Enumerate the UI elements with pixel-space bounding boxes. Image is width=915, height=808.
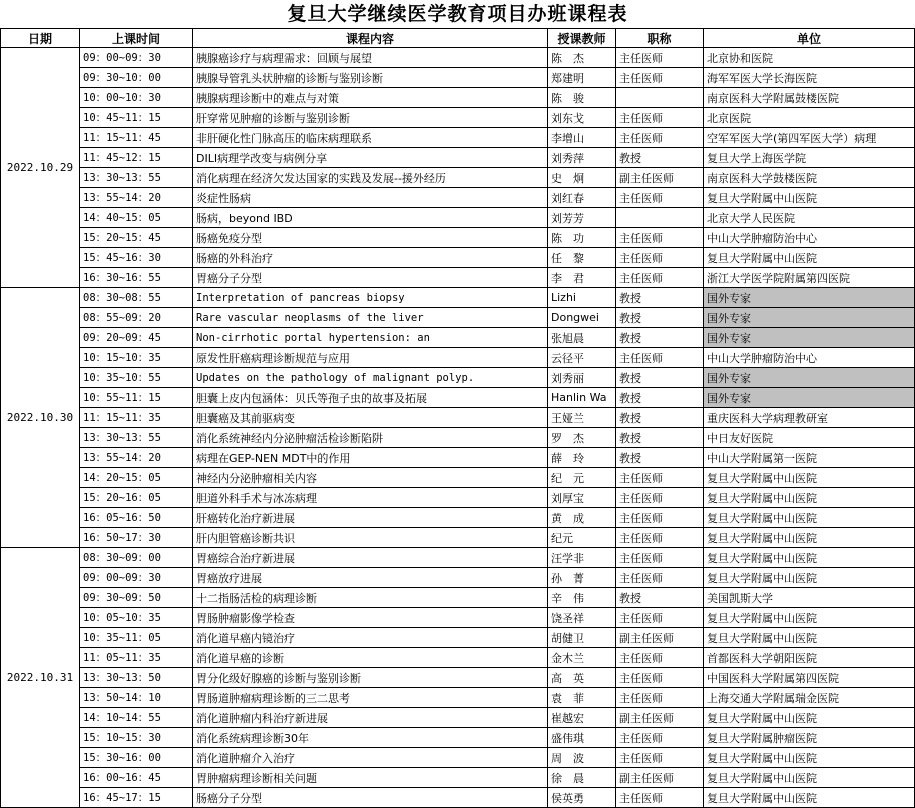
time-cell: 10：45~11：15	[80, 108, 193, 128]
header-time: 上课时间	[80, 29, 193, 48]
rank-cell: 主任医师	[616, 488, 704, 508]
time-cell: 15：20~16：05	[80, 488, 193, 508]
course-cell: 神经内分泌肿瘤相关内容	[193, 468, 548, 488]
unit-cell: 海军军医大学长海医院	[704, 68, 915, 88]
rank-cell: 副主任医师	[616, 708, 704, 728]
rank-cell: 教授	[616, 308, 704, 328]
course-cell: 肠癌的外科治疗	[193, 248, 548, 268]
table-row	[1, 768, 915, 788]
rank-cell: 主任医师	[616, 528, 704, 548]
teacher-cell: 郑建明	[548, 68, 616, 88]
time-cell: 11：15~11：45	[80, 128, 193, 148]
date-cell: 2022.10.31	[1, 548, 80, 808]
rank-cell: 教授	[616, 448, 704, 468]
rank-cell: 主任医师	[616, 228, 704, 248]
rank-cell: 主任医师	[616, 508, 704, 528]
time-cell: 11：45~12：15	[80, 148, 193, 168]
table-row	[1, 788, 915, 808]
time-cell: 15：45~16：30	[80, 248, 193, 268]
rank-cell: 教授	[616, 328, 704, 348]
unit-cell: 中国医科大学附属第四医院	[704, 668, 915, 688]
teacher-cell: 纪 元	[548, 468, 616, 488]
course-cell: 肝内胆管癌诊断共识	[193, 528, 548, 548]
schedule-body	[1, 48, 915, 808]
course-cell: 胃癌分子分型	[193, 268, 548, 288]
table-row	[1, 528, 915, 548]
unit-cell: 国外专家	[704, 368, 915, 388]
rank-cell	[616, 88, 704, 108]
rank-cell: 教授	[616, 288, 704, 308]
rank-cell: 主任医师	[616, 548, 704, 568]
unit-cell: 南京医科大学鼓楼医院	[704, 168, 915, 188]
teacher-cell: 史 炯	[548, 168, 616, 188]
header-teacher: 授课教师	[548, 29, 616, 48]
time-cell: 15：20~15：45	[80, 228, 193, 248]
time-cell: 13：30~13：55	[80, 168, 193, 188]
time-cell: 15：30~16：00	[80, 748, 193, 768]
course-cell: Non-cirrhotic portal hypertension: an	[193, 328, 548, 348]
rank-cell: 教授	[616, 388, 704, 408]
table-row	[1, 108, 915, 128]
teacher-cell: Dongwei	[548, 308, 616, 328]
course-cell: 胆囊癌及其前驱病变	[193, 408, 548, 428]
unit-cell: 复旦大学附属中山医院	[704, 468, 915, 488]
teacher-cell: 刘秀萍	[548, 148, 616, 168]
course-cell: Updates on the pathology of malignant polyp.	[193, 368, 548, 388]
course-cell: 肝穿常见肿瘤的诊断与鉴别诊断	[193, 108, 548, 128]
teacher-cell: 张旭晨	[548, 328, 616, 348]
rank-cell: 主任医师	[616, 648, 704, 668]
time-cell: 15：10~15：30	[80, 728, 193, 748]
course-cell: DILI病理学改变与病例分享	[193, 148, 548, 168]
course-cell: 消化道早癌的诊断	[193, 648, 548, 668]
table-row	[1, 568, 915, 588]
time-cell: 13：50~14：10	[80, 688, 193, 708]
unit-cell: 浙江大学医学院附属第四医院	[704, 268, 915, 288]
course-cell: 胃肠道肿瘤病理诊断的三二思考	[193, 688, 548, 708]
unit-cell: 复旦大学附属中山医院	[704, 548, 915, 568]
teacher-cell: 李 君	[548, 268, 616, 288]
time-cell: 09：00~09：30	[80, 568, 193, 588]
table-row	[1, 428, 915, 448]
course-cell: 消化系统病理诊断30年	[193, 728, 548, 748]
unit-cell: 国外专家	[704, 308, 915, 328]
course-cell: 胰腺导管乳头状肿瘤的诊断与鉴别诊断	[193, 68, 548, 88]
unit-cell: 复旦大学附属肿瘤医院	[704, 728, 915, 748]
table-row	[1, 448, 915, 468]
course-cell: 病理在GEP-NEN MDT中的作用	[193, 448, 548, 468]
course-cell: 消化病理在经济欠发达国家的实践及发展--援外经历	[193, 168, 548, 188]
rank-cell: 主任医师	[616, 688, 704, 708]
rank-cell	[616, 208, 704, 228]
time-cell: 09：00~09：30	[80, 48, 193, 68]
teacher-cell: 汪学非	[548, 548, 616, 568]
rank-cell: 教授	[616, 588, 704, 608]
course-cell: 胰腺病理诊断中的难点与对策	[193, 88, 548, 108]
unit-cell: 空军军医大学(第四军医大学）病理	[704, 128, 915, 148]
unit-cell: 首都医科大学朝阳医院	[704, 648, 915, 668]
table-row	[1, 208, 915, 228]
table-row	[1, 408, 915, 428]
teacher-cell: 刘厚宝	[548, 488, 616, 508]
unit-cell: 复旦大学附属中山医院	[704, 528, 915, 548]
unit-cell: 复旦大学附属中山医院	[704, 488, 915, 508]
time-cell: 09：30~10：00	[80, 68, 193, 88]
course-cell: Interpretation of pancreas biopsy	[193, 288, 548, 308]
page-title: 复旦大学继续医学教育项目办班课程表	[287, 3, 628, 25]
teacher-cell: 陈 骏	[548, 88, 616, 108]
course-cell: 胃癌放疗进展	[193, 568, 548, 588]
time-cell: 09：20~09：45	[80, 328, 193, 348]
teacher-cell: 陈 功	[548, 228, 616, 248]
course-cell: 胃分化级好腺癌的诊断与鉴别诊断	[193, 668, 548, 688]
rank-cell: 主任医师	[616, 48, 704, 68]
course-cell: 非肝硬化性门脉高压的临床病理联系	[193, 128, 548, 148]
table-row	[1, 548, 915, 568]
rank-cell: 主任医师	[616, 268, 704, 288]
time-cell: 10：35~11：05	[80, 628, 193, 648]
table-row	[1, 648, 915, 668]
time-cell: 08：30~08：55	[80, 288, 193, 308]
unit-cell: 复旦大学附属中山医院	[704, 708, 915, 728]
time-cell: 14：20~15：05	[80, 468, 193, 488]
teacher-cell: 王娅兰	[548, 408, 616, 428]
time-cell: 16：50~17：30	[80, 528, 193, 548]
time-cell: 10：15~10：35	[80, 348, 193, 368]
course-cell: 肠病，beyond IBD	[193, 208, 548, 228]
time-cell: 13：55~14：20	[80, 188, 193, 208]
date-cell: 2022.10.30	[1, 288, 80, 548]
table-row	[1, 128, 915, 148]
teacher-cell: 金木兰	[548, 648, 616, 668]
teacher-cell: 纪元	[548, 528, 616, 548]
time-cell: 11：05~11：35	[80, 648, 193, 668]
teacher-cell: Lizhi	[548, 288, 616, 308]
unit-cell: 北京协和医院	[704, 48, 915, 68]
time-cell: 13：55~14：20	[80, 448, 193, 468]
unit-cell: 复旦大学附属中山医院	[704, 788, 915, 808]
course-cell: 肠癌分子分型	[193, 788, 548, 808]
rank-cell: 主任医师	[616, 468, 704, 488]
teacher-cell: 饶圣祥	[548, 608, 616, 628]
course-cell: 胃癌综合治疗新进展	[193, 548, 548, 568]
course-cell: 胃肿瘤病理诊断相关问题	[193, 768, 548, 788]
course-cell: 消化系统神经内分泌肿瘤活检诊断陷阱	[193, 428, 548, 448]
table-row	[1, 348, 915, 368]
unit-cell: 上海交通大学附属瑞金医院	[704, 688, 915, 708]
teacher-cell: 侯英勇	[548, 788, 616, 808]
table-row	[1, 488, 915, 508]
unit-cell: 北京医院	[704, 108, 915, 128]
rank-cell: 教授	[616, 408, 704, 428]
teacher-cell: 崔越宏	[548, 708, 616, 728]
rank-cell: 教授	[616, 428, 704, 448]
table-row	[1, 668, 915, 688]
unit-cell: 美国凯斯大学	[704, 588, 915, 608]
time-cell: 10：00~10：30	[80, 88, 193, 108]
time-cell: 16：00~16：45	[80, 768, 193, 788]
table-row	[1, 68, 915, 88]
time-cell: 13：30~13：50	[80, 668, 193, 688]
rank-cell: 主任医师	[616, 788, 704, 808]
teacher-cell: 罗 杰	[548, 428, 616, 448]
teacher-cell: 盛伟琪	[548, 728, 616, 748]
unit-cell: 中日友好医院	[704, 428, 915, 448]
time-cell: 08：55~09：20	[80, 308, 193, 328]
teacher-cell: 孙 菁	[548, 568, 616, 588]
table-row	[1, 748, 915, 768]
teacher-cell: 辛 伟	[548, 588, 616, 608]
unit-cell: 北京大学人民医院	[704, 208, 915, 228]
course-cell: 肝癌转化治疗新进展	[193, 508, 548, 528]
table-row	[1, 248, 915, 268]
rank-cell: 副主任医师	[616, 768, 704, 788]
time-cell: 16：45~17：15	[80, 788, 193, 808]
course-cell: 消化道早癌内镜治疗	[193, 628, 548, 648]
table-row	[1, 468, 915, 488]
table-row	[1, 268, 915, 288]
course-cell: 十二指肠活检的病理诊断	[193, 588, 548, 608]
header-date: 日期	[1, 29, 80, 48]
table-row	[1, 148, 915, 168]
rank-cell: 副主任医师	[616, 628, 704, 648]
date-cell: 2022.10.29	[1, 48, 80, 288]
header-course: 课程内容	[193, 29, 548, 48]
teacher-cell: 云径平	[548, 348, 616, 368]
unit-cell: 国外专家	[704, 328, 915, 348]
time-cell: 09：30~09：50	[80, 588, 193, 608]
table-row	[1, 708, 915, 728]
course-cell: 胆道外科手术与冰冻病理	[193, 488, 548, 508]
rank-cell: 主任医师	[616, 248, 704, 268]
table-row	[1, 228, 915, 248]
teacher-cell: 黄 成	[548, 508, 616, 528]
course-cell: 消化道肿瘤介入治疗	[193, 748, 548, 768]
unit-cell: 复旦大学附属中山医院	[704, 768, 915, 788]
teacher-cell: 李增山	[548, 128, 616, 148]
time-cell: 10：35~10：55	[80, 368, 193, 388]
table-row	[1, 328, 915, 348]
rank-cell: 主任医师	[616, 108, 704, 128]
rank-cell: 主任医师	[616, 128, 704, 148]
table-row	[1, 48, 915, 68]
teacher-cell: 刘秀丽	[548, 368, 616, 388]
table-row	[1, 308, 915, 328]
rank-cell: 主任医师	[616, 68, 704, 88]
unit-cell: 国外专家	[704, 388, 915, 408]
course-cell: 炎症性肠病	[193, 188, 548, 208]
unit-cell: 复旦大学附属中山医院	[704, 748, 915, 768]
table-row	[1, 608, 915, 628]
time-cell: 14：10~14：55	[80, 708, 193, 728]
table-row	[1, 728, 915, 748]
course-cell: 胰腺癌诊疗与病理需求：回顾与展望	[193, 48, 548, 68]
unit-cell: 复旦大学附属中山医院	[704, 248, 915, 268]
unit-cell: 国外专家	[704, 288, 915, 308]
time-cell: 14：40~15：05	[80, 208, 193, 228]
table-row	[1, 88, 915, 108]
rank-cell: 主任医师	[616, 748, 704, 768]
unit-cell: 中山大学肿瘤防治中心	[704, 228, 915, 248]
unit-cell: 南京医科大学附属鼓楼医院	[704, 88, 915, 108]
rank-cell: 主任医师	[616, 728, 704, 748]
rank-cell: 教授	[616, 148, 704, 168]
table-row	[1, 288, 915, 308]
table-row	[1, 508, 915, 528]
time-cell: 16：05~16：50	[80, 508, 193, 528]
course-cell: 胆囊上皮内包涵体：贝氏等孢子虫的故事及拓展	[193, 388, 548, 408]
course-cell: Rare vascular neoplasms of the liver	[193, 308, 548, 328]
teacher-cell: 薛 玲	[548, 448, 616, 468]
teacher-cell: 高 英	[548, 668, 616, 688]
unit-cell: 复旦大学附属中山医院	[704, 508, 915, 528]
course-cell: 原发性肝癌病理诊断规范与应用	[193, 348, 548, 368]
time-cell: 16：30~16：55	[80, 268, 193, 288]
time-cell: 13：30~13：55	[80, 428, 193, 448]
rank-cell: 主任医师	[616, 348, 704, 368]
course-cell: 肠癌免疫分型	[193, 228, 548, 248]
time-cell: 10：05~10：35	[80, 608, 193, 628]
table-row	[1, 188, 915, 208]
unit-cell: 重庆医科大学病理教研室	[704, 408, 915, 428]
rank-cell: 主任医师	[616, 668, 704, 688]
table-row	[1, 628, 915, 648]
rank-cell: 主任医师	[616, 188, 704, 208]
teacher-cell: 刘芳芳	[548, 208, 616, 228]
unit-cell: 复旦大学附属中山医院	[704, 608, 915, 628]
teacher-cell: 陈 杰	[548, 48, 616, 68]
teacher-cell: 周 波	[548, 748, 616, 768]
rank-cell: 主任医师	[616, 568, 704, 588]
schedule-table	[0, 28, 915, 808]
unit-cell: 中山大学附属第一医院	[704, 448, 915, 468]
course-cell: 消化道肿瘤内科治疗新进展	[193, 708, 548, 728]
time-cell: 10：55~11：15	[80, 388, 193, 408]
unit-cell: 复旦大学附属中山医院	[704, 628, 915, 648]
teacher-cell: Hanlin Wa	[548, 388, 616, 408]
table-row	[1, 688, 915, 708]
header-row	[1, 29, 915, 48]
header-unit: 单位	[704, 29, 915, 48]
rank-cell: 主任医师	[616, 608, 704, 628]
header-rank: 职称	[616, 29, 704, 48]
table-row	[1, 588, 915, 608]
time-cell: 08：30~09：00	[80, 548, 193, 568]
table-row	[1, 388, 915, 408]
table-row	[1, 368, 915, 388]
unit-cell: 复旦大学附属中山医院	[704, 188, 915, 208]
teacher-cell: 刘东戈	[548, 108, 616, 128]
rank-cell: 副主任医师	[616, 168, 704, 188]
teacher-cell: 刘红春	[548, 188, 616, 208]
teacher-cell: 徐 晨	[548, 768, 616, 788]
rank-cell: 教授	[616, 368, 704, 388]
unit-cell: 复旦大学上海医学院	[704, 148, 915, 168]
time-cell: 11：15~11：35	[80, 408, 193, 428]
teacher-cell: 袁 菲	[548, 688, 616, 708]
teacher-cell: 胡健卫	[548, 628, 616, 648]
teacher-cell: 任 黎	[548, 248, 616, 268]
table-row	[1, 168, 915, 188]
unit-cell: 复旦大学附属中山医院	[704, 568, 915, 588]
unit-cell: 中山大学肿瘤防治中心	[704, 348, 915, 368]
course-cell: 胃肠肿瘤影像学检查	[193, 608, 548, 628]
